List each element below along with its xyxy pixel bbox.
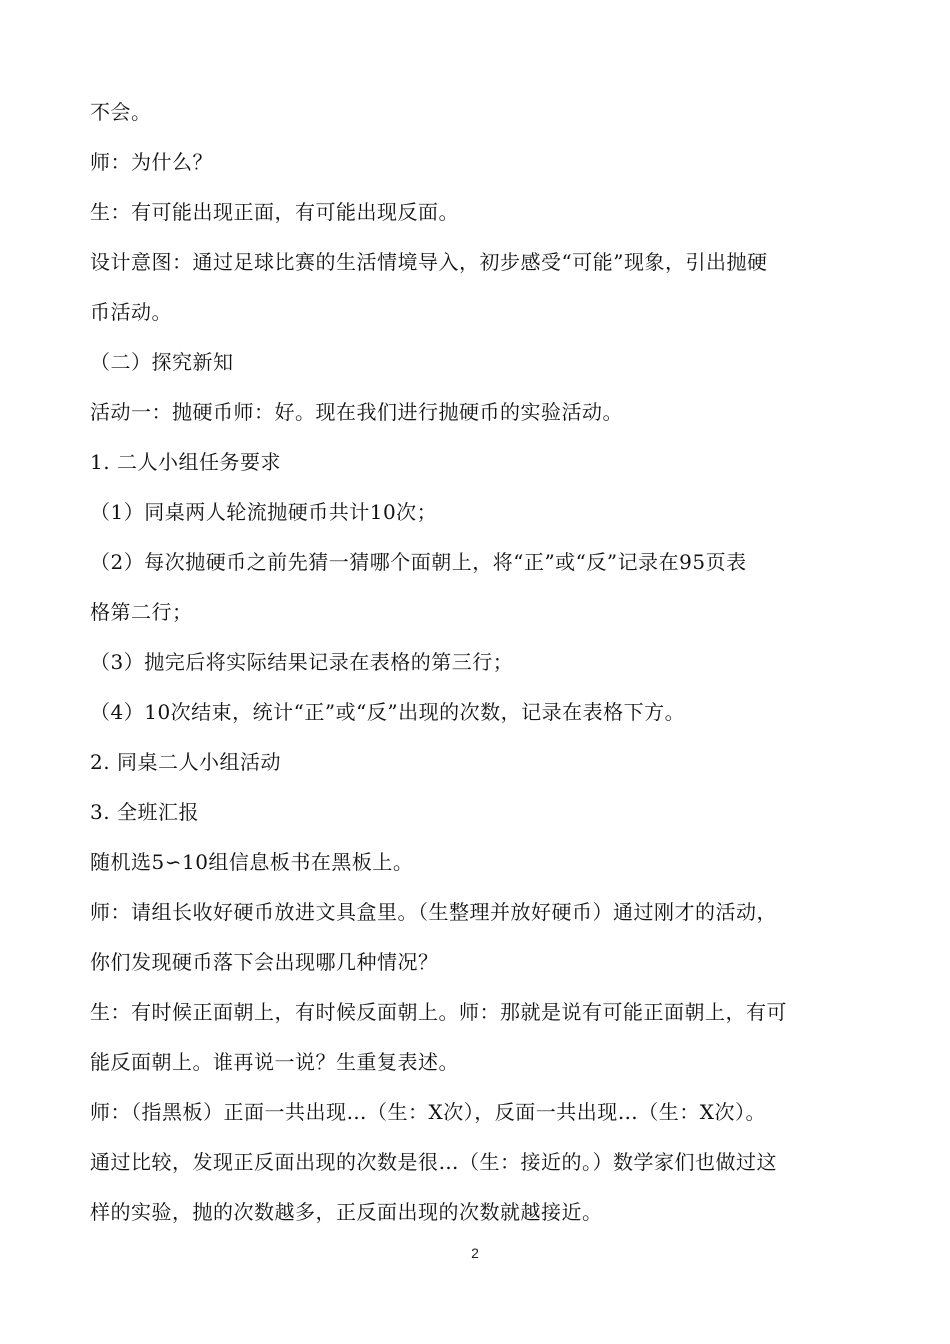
text-line: 样的实验，抛的次数越多，正反面出现的次数就越接近。 [90,1200,603,1224]
sub-item: （4）10次结束，统计“正”或“反”出现的次数，记录在表格下方。 [90,700,686,724]
page-number: 2 [471,1245,479,1261]
text-line: 生：有可能出现正面，有可能出现反面。 [90,200,459,224]
text-line: 师：为什么？ [90,150,213,174]
text-line: 师：请组长收好硬币放进文具盒里。（生整理并放好硬币）通过刚才的活动， [90,900,777,924]
section-heading: （二）探究新知 [90,350,234,374]
text-line: 生：有时候正面朝上，有时候反面朝上。师：那就是说有可能正面朝上，有可 [90,1000,787,1024]
numbered-item: 2. 同桌二人小组活动 [90,750,281,774]
sub-item: （1）同桌两人轮流抛硬币共计10次； [90,500,438,524]
numbered-item: 1. 二人小组任务要求 [90,450,281,474]
sub-item: （2）每次抛硬币之前先猜一猜哪个面朝上，将“正”或“反”记录在95页表 [90,550,747,574]
text-line: 你们发现硬币落下会出现哪几种情况？ [90,950,439,974]
text-line: 币活动。 [90,300,172,324]
text-line: 能反面朝上。谁再说一说？生重复表述。 [90,1050,459,1074]
sub-item: （3）抛完后将实际结果记录在表格的第三行； [90,650,514,674]
text-line: 格第二行； [90,600,193,624]
text-line: 设计意图：通过足球比赛的生活情境导入，初步感受“可能”现象，引出抛硬 [90,250,768,274]
text-line: 不会。 [90,100,152,124]
text-line: 随机选5∽10组信息板书在黑板上。 [90,850,414,874]
text-line: 活动一：抛硬币师：好。现在我们进行抛硬币的实验活动。 [90,400,623,424]
text-line: 通过比较，发现正反面出现的次数是很…（生：接近的。）数学家们也做过这 [90,1150,777,1174]
text-line: 师：（指黑板）正面一共出现…（生：X次），反面一共出现…（生：X次）。 [90,1100,766,1124]
numbered-item: 3. 全班汇报 [90,800,199,824]
